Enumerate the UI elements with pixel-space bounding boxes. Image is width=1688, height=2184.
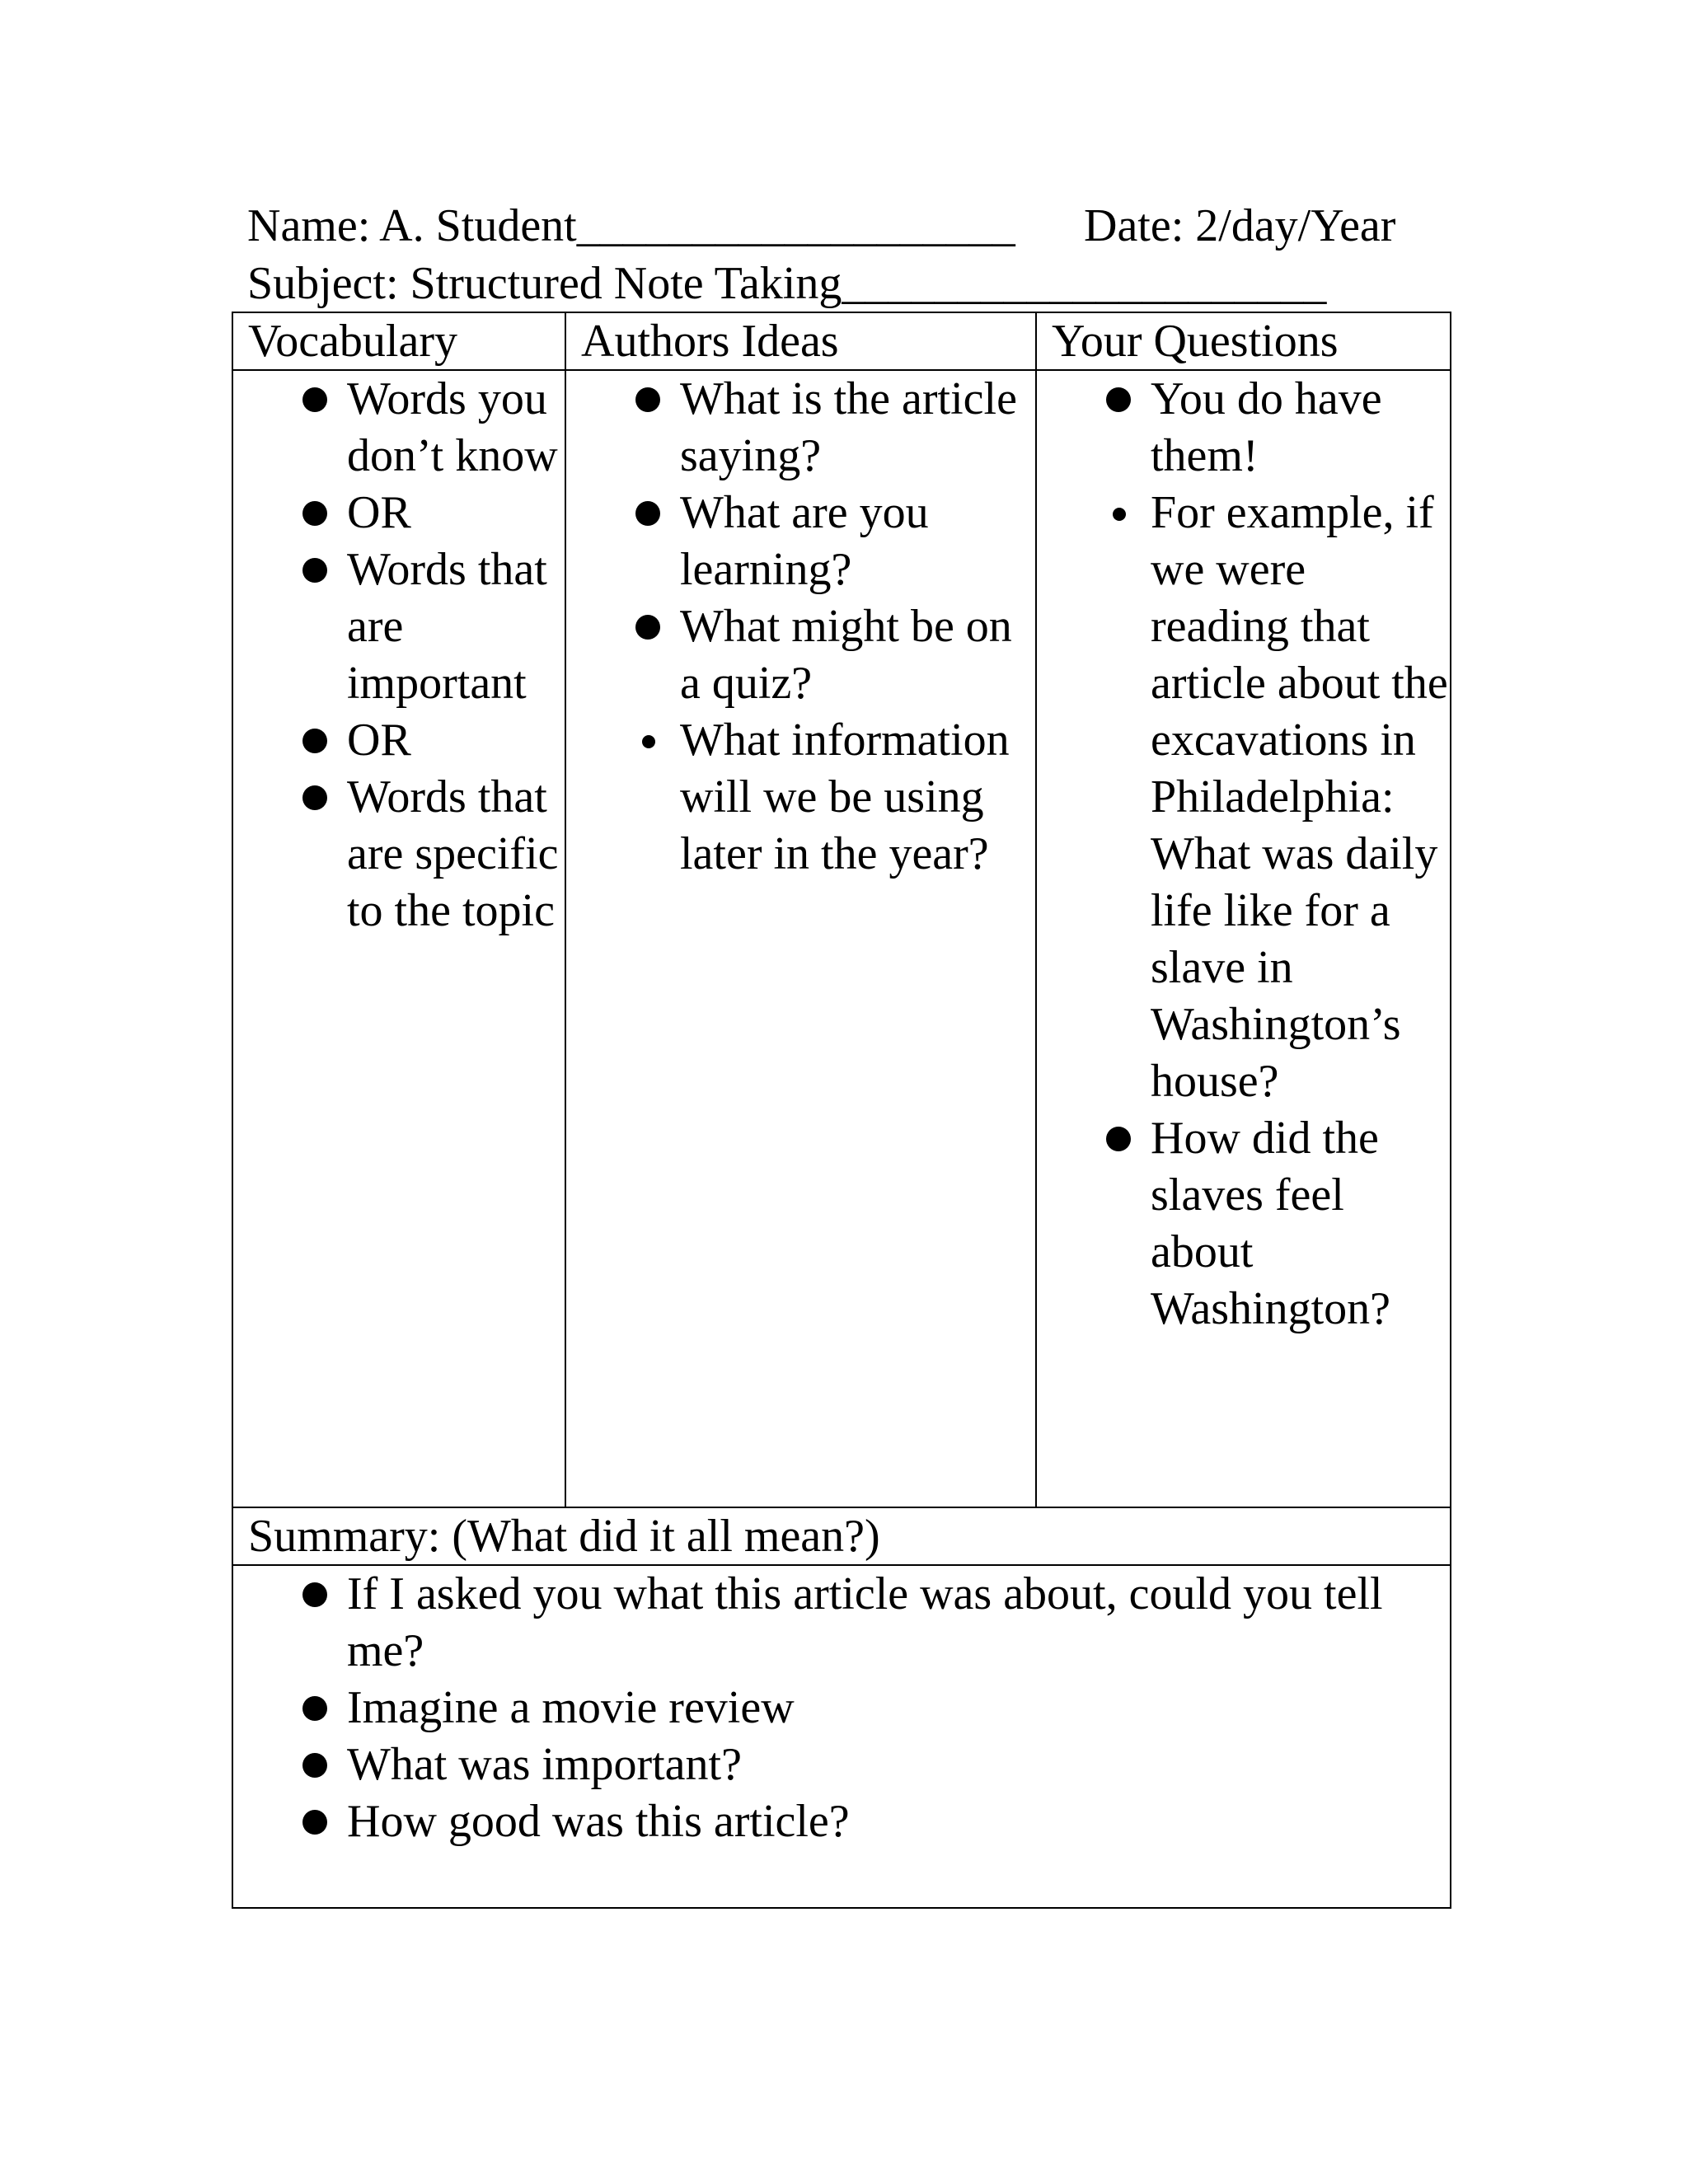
your-questions-cell bbox=[1036, 370, 1451, 1507]
name-line: Name: A. Student___________________ bbox=[247, 200, 1015, 251]
list-item: How good was this article? bbox=[233, 1793, 1450, 1850]
notes-table bbox=[232, 312, 1451, 1909]
bullet-icon bbox=[302, 1810, 327, 1835]
bullet-icon bbox=[635, 501, 660, 526]
bullet-icon bbox=[302, 558, 327, 583]
list-item: OR bbox=[233, 485, 565, 541]
bullet-icon bbox=[1106, 387, 1131, 412]
bullet-icon bbox=[302, 501, 327, 526]
list-item: What might be on a quiz? bbox=[566, 598, 1035, 712]
subject-line: Subject: Structured Note Taking_____________________ bbox=[247, 258, 1327, 309]
list-item: How did the slaves feel about Washington? bbox=[1037, 1110, 1450, 1338]
list-item: Imagine a movie review bbox=[233, 1680, 1450, 1736]
date-line: Date: 2/day/Year bbox=[1084, 200, 1396, 251]
list-item: Words you don’t know bbox=[233, 371, 565, 485]
bullet-icon bbox=[302, 785, 327, 810]
bullet-icon bbox=[1113, 508, 1126, 521]
bullet-icon bbox=[1106, 1127, 1131, 1151]
list-item: What is the article saying? bbox=[566, 371, 1035, 485]
list-item: What was important? bbox=[233, 1736, 1450, 1793]
bullet-icon bbox=[635, 615, 660, 640]
summary-header-row bbox=[232, 1507, 1451, 1565]
bullet-icon bbox=[302, 387, 327, 412]
vocabulary-list bbox=[233, 371, 565, 940]
bullet-icon bbox=[635, 387, 660, 412]
authors-ideas-list bbox=[566, 371, 1035, 883]
bullet-icon bbox=[302, 729, 327, 753]
list-item: If I asked you what this article was about, could you tell me? bbox=[233, 1566, 1450, 1680]
list-item: For example, if we were reading that article about the excavations in Philadelphia: What was daily life like for a slave in Washington’s house? bbox=[1037, 485, 1450, 1110]
bullet-icon bbox=[302, 1582, 327, 1607]
your-questions-list bbox=[1037, 371, 1450, 1338]
summary-cell bbox=[232, 1565, 1451, 1908]
bullet-icon bbox=[302, 1696, 327, 1721]
vocabulary-heading: Vocabulary bbox=[232, 312, 565, 370]
authors-ideas-heading: Authors Ideas bbox=[565, 312, 1036, 370]
your-questions-heading: Your Questions bbox=[1036, 312, 1451, 370]
column-header-row bbox=[232, 312, 1451, 370]
summary-heading: Summary: (What did it all mean?) bbox=[232, 1507, 1451, 1565]
list-item: You do have them! bbox=[1037, 371, 1450, 485]
list-item: Words that are specific to the topic bbox=[233, 769, 565, 940]
list-item: Words that are important bbox=[233, 541, 565, 712]
authors-ideas-cell bbox=[565, 370, 1036, 1507]
vocabulary-cell bbox=[232, 370, 565, 1507]
list-item: What are you learning? bbox=[566, 485, 1035, 598]
bullet-icon bbox=[302, 1753, 327, 1778]
summary-body-row bbox=[232, 1565, 1451, 1908]
list-item: OR bbox=[233, 712, 565, 769]
bullet-icon bbox=[642, 735, 655, 748]
summary-list bbox=[233, 1566, 1450, 1850]
notes-body-row bbox=[232, 370, 1451, 1507]
list-item: What information will we be using later in the year? bbox=[566, 712, 1035, 883]
